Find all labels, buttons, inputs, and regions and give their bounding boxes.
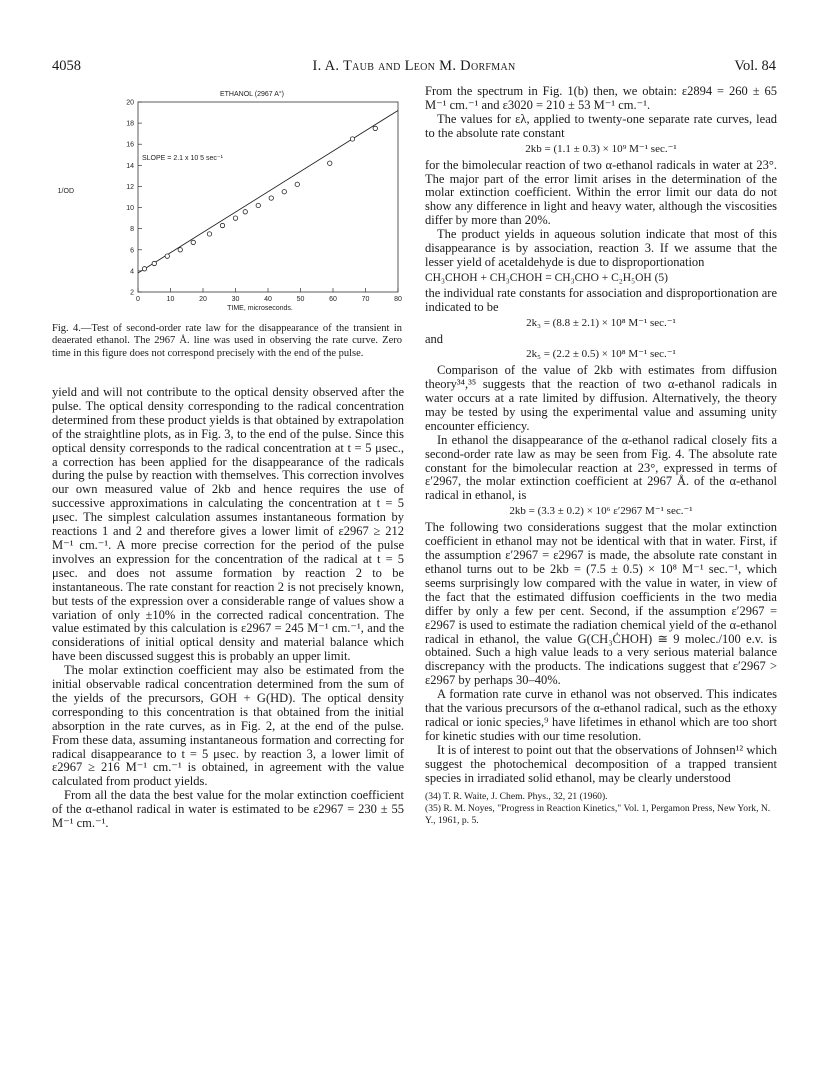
left-paragraph-2: The molar extinction coefficient may also be estimated from the initial observable radical concentration determined from the sum of the yields of the precursors, GOH + G(HD). The optical density corresponding to this concentration is that obtained from the initial absorption in the rate curves, as in Fig. 2, at the end of the pulse. From these data, assuming instantaneous formation and correcting for radical disappearance to t = 5 μsec. by reaction 3, a lower limit of ε2967 ≥ 216 M⁻¹ cm.⁻¹ is obtained, in agreement with the value calculated from product yields. <box>52 663 404 789</box>
data-point <box>243 210 247 214</box>
data-point <box>207 232 211 236</box>
right-column <box>425 85 777 826</box>
left-paragraph-1: yield and will not contribute to the optical density observed after the pulse. The optical density corresponding to the radical concentration determined from these product yields is that obtained by extrapolation of the straightline plots, as in Fig. 3, to the end of the pulse. Since this optical density corresponds to the radical concentration at t = 5 μsec., a correction has been applied for the disappearance of the radicals during the pulse by reaction with themselves. This correction involves our own measured value of 2kb and hence requires the use of successive approximations in calculating the concentration at t = 5 μsec. The simplest calculation assumes instantaneous formation by reactions 1 and 2 and therefore gives a lower limit of ε2967 ≥ 212 M⁻¹ cm.⁻¹. A more precise correction for the period of the pulse involves an expression for the concentration of the radical at t = 5 μsec. and does not assume formation by reaction 2 to be instantaneous. The rate constant for reaction 2 is not precisely known, but tests of the expression over a considerable range of values show a variation of only ±10% in the corrected radical concentration. The value estimated by this calculation is ε2967 = 245 M⁻¹ cm.⁻¹, and the considerations of initial optical density and material balance which have been discussed suggest this is probably an upper limit. <box>52 385 404 664</box>
right-paragraph-6: Comparison of the value of 2kb with estimates from diffusion theory³⁴,³⁵ suggests that the reaction of two α-ethanol radicals in water occurs at a rate limited by diffusion. Alternatively, the theory may be tested by using the experimental value and assuming unity encounter efficiency. <box>425 363 777 433</box>
x-tick-label: 30 <box>231 296 240 303</box>
data-point <box>142 267 146 271</box>
x-tick-label: 60 <box>329 296 337 303</box>
right-paragraph-2: The values for ελ, applied to twenty-one separate rate curves, lead to the absolute rate constant <box>425 111 777 140</box>
running-title: I. A. Taub and Leon M. Dorfman <box>312 58 516 74</box>
figure-caption: Fig. 4.—Test of second-order rate law for the disappearance of the transient in deaerated ethanol. The 2967 Å. line was used in observing the rate curve. Zero time in this figure does not correspond precisely with the end of the pulse. <box>52 323 402 359</box>
x-tick-label: 50 <box>296 296 305 303</box>
y-tick-label: 10 <box>126 205 134 213</box>
right-paragraph-3: for the bimolecular reaction of two α-ethanol radicals in water at 23°. The major part of the error limit arises in the determination of the molar extinction coefficient. Within the error limit our data do not show any difference in light and heavy water, although the viscosities differ by more than 20%. <box>425 157 777 228</box>
x-tick-label: 70 <box>361 296 370 303</box>
equation-k5: 2k₅ = (2.2 ± 0.5) × 10⁸ M⁻¹ sec.⁻¹ <box>526 348 676 361</box>
left-column <box>52 386 404 831</box>
x-tick-label: 80 <box>394 296 402 303</box>
figure-4-chart <box>52 84 408 324</box>
y-axis-label: 1/OD <box>57 188 74 195</box>
equation-rate-ethanol: 2kb = (3.3 ± 0.2) × 10⁶ ε′2967 M⁻¹ sec.⁻¹ <box>509 505 693 518</box>
right-paragraph-4: The product yields in aqueous solution indicate that most of this disappearance is by association, reaction 3. If we assume that the lesser yield of acetaldehyde is due to disproportionation <box>425 227 777 269</box>
equation-5: CH₃CHOH + CH₃CHOH = CH₃CHO + C₂H₅OH (5) <box>425 271 668 284</box>
fit-line <box>138 110 398 273</box>
data-point <box>282 190 286 194</box>
data-point <box>165 254 169 258</box>
data-point <box>152 261 156 265</box>
y-tick-label: 2 <box>130 289 134 297</box>
slope-annotation: SLOPE = 2.1 x 10 5 sec⁻¹ <box>142 155 223 162</box>
chart-title: ETHANOL (2967 A°) <box>219 91 285 98</box>
data-point <box>350 137 354 141</box>
x-tick-label: 0 <box>136 296 140 303</box>
y-tick-label: 12 <box>126 183 134 191</box>
data-point <box>295 182 299 186</box>
right-paragraph-5: the individual rate constants for association and disproportionation are indicated to be <box>425 285 777 314</box>
x-tick-label: 10 <box>166 296 175 303</box>
right-paragraph-9: A formation rate curve in ethanol was not observed. This indicates that the various precursors of the α-ethanol radical, such as the ethoxy radical or ionic species,⁹ have lifetimes in ethanol which are too short for kinetic studies with our time resolution. <box>425 687 777 743</box>
data-point <box>220 223 224 227</box>
right-paragraph-10: It is of interest to point out that the observations of Johnsen¹² which suggest the photochemical decomposition of a trapped transient species in irradiated solid ethanol, may be clearly understood <box>425 742 777 785</box>
right-paragraph-8: The following two considerations suggest that the molar extinction coefficient in ethanol may not be identical with that in water. First, if the assumption ε′2967 = ε2967 is made, the absolute rate constant in ethanol turns out to be 2kb = (7.5 ± 0.5) × 10⁸ M⁻¹ sec.⁻¹, which seems surprisingly low compared with the value in water, in view of the fact that the estimated diffusion coefficients in the two media differ by only a few per cent. Second, if the assumption ε′2967 = ε2967 is used to estimate the radiation chemical yield of the α-ethanol radical in ethanol, the value G(CH₃ĊHOH) ≅ 9 molec./100 e.v. is obtained. Such a high value leads to a very serious material balance discrepancy with the products. The indications suggest that ε′2967 > ε2967 by perhaps 30–40%. <box>425 520 777 688</box>
right-paragraph-1: From the spectrum in Fig. 1(b) then, we obtain: ε2894 = 260 ± 65 M⁻¹ cm.⁻¹ and ε3020 = 210 ± 53 M⁻¹ cm.⁻¹. <box>425 84 777 112</box>
equation-rate-water: 2kb = (1.1 ± 0.3) × 10⁹ M⁻¹ sec.⁻¹ <box>525 142 677 155</box>
plot-frame <box>138 102 398 292</box>
y-tick-label: 18 <box>126 120 134 128</box>
y-tick-label: 8 <box>130 226 134 234</box>
y-tick-label: 6 <box>130 247 134 255</box>
y-tick-label: 4 <box>130 268 134 276</box>
footnotes <box>425 791 777 826</box>
y-tick-label: 16 <box>126 141 134 149</box>
x-tick-label: 40 <box>264 296 272 303</box>
x-axis-label: TIME, microseconds. <box>227 305 293 312</box>
and-text: and <box>425 331 444 346</box>
right-paragraph-7: In ethanol the disappearance of the α-ethanol radical closely fits a second-order rate law as may be seen from Fig. 4. The absolute rate constant for the bimolecular reaction at 23°, expressed in terms of ε′2967, the molar extinction coefficient at 2967 Å. of the α-ethanol radical in ethanol, is <box>425 432 777 503</box>
equation-k3: 2k₃ = (8.8 ± 2.1) × 10⁸ M⁻¹ sec.⁻¹ <box>526 316 676 329</box>
data-point <box>256 203 260 207</box>
data-point <box>328 161 332 165</box>
data-point <box>191 240 195 244</box>
data-point <box>178 248 182 252</box>
footnote-35: (35) R. M. Noyes, "Progress in Reaction Kinetics," Vol. 1, Pergamon Press, New York, N. Y., 1961, p. 5. <box>425 803 771 826</box>
y-tick-label: 20 <box>126 99 134 107</box>
data-point <box>269 196 273 200</box>
data-point <box>233 216 237 220</box>
y-tick-label: 14 <box>126 162 134 170</box>
page-number: 4058 <box>52 58 81 74</box>
chart-svg <box>52 84 408 312</box>
page-header <box>52 58 776 78</box>
data-point <box>373 126 377 130</box>
x-tick-label: 20 <box>199 296 207 303</box>
volume-number: Vol. 84 <box>734 58 776 74</box>
footnote-34: (34) T. R. Waite, J. Chem. Phys., 32, 21 (1960). <box>425 791 608 803</box>
left-paragraph-3: From all the data the best value for the molar extinction coefficient of the α-ethanol radical in water is estimated to be ε2967 = 230 ± 55 M⁻¹ cm.⁻¹. <box>52 788 404 831</box>
